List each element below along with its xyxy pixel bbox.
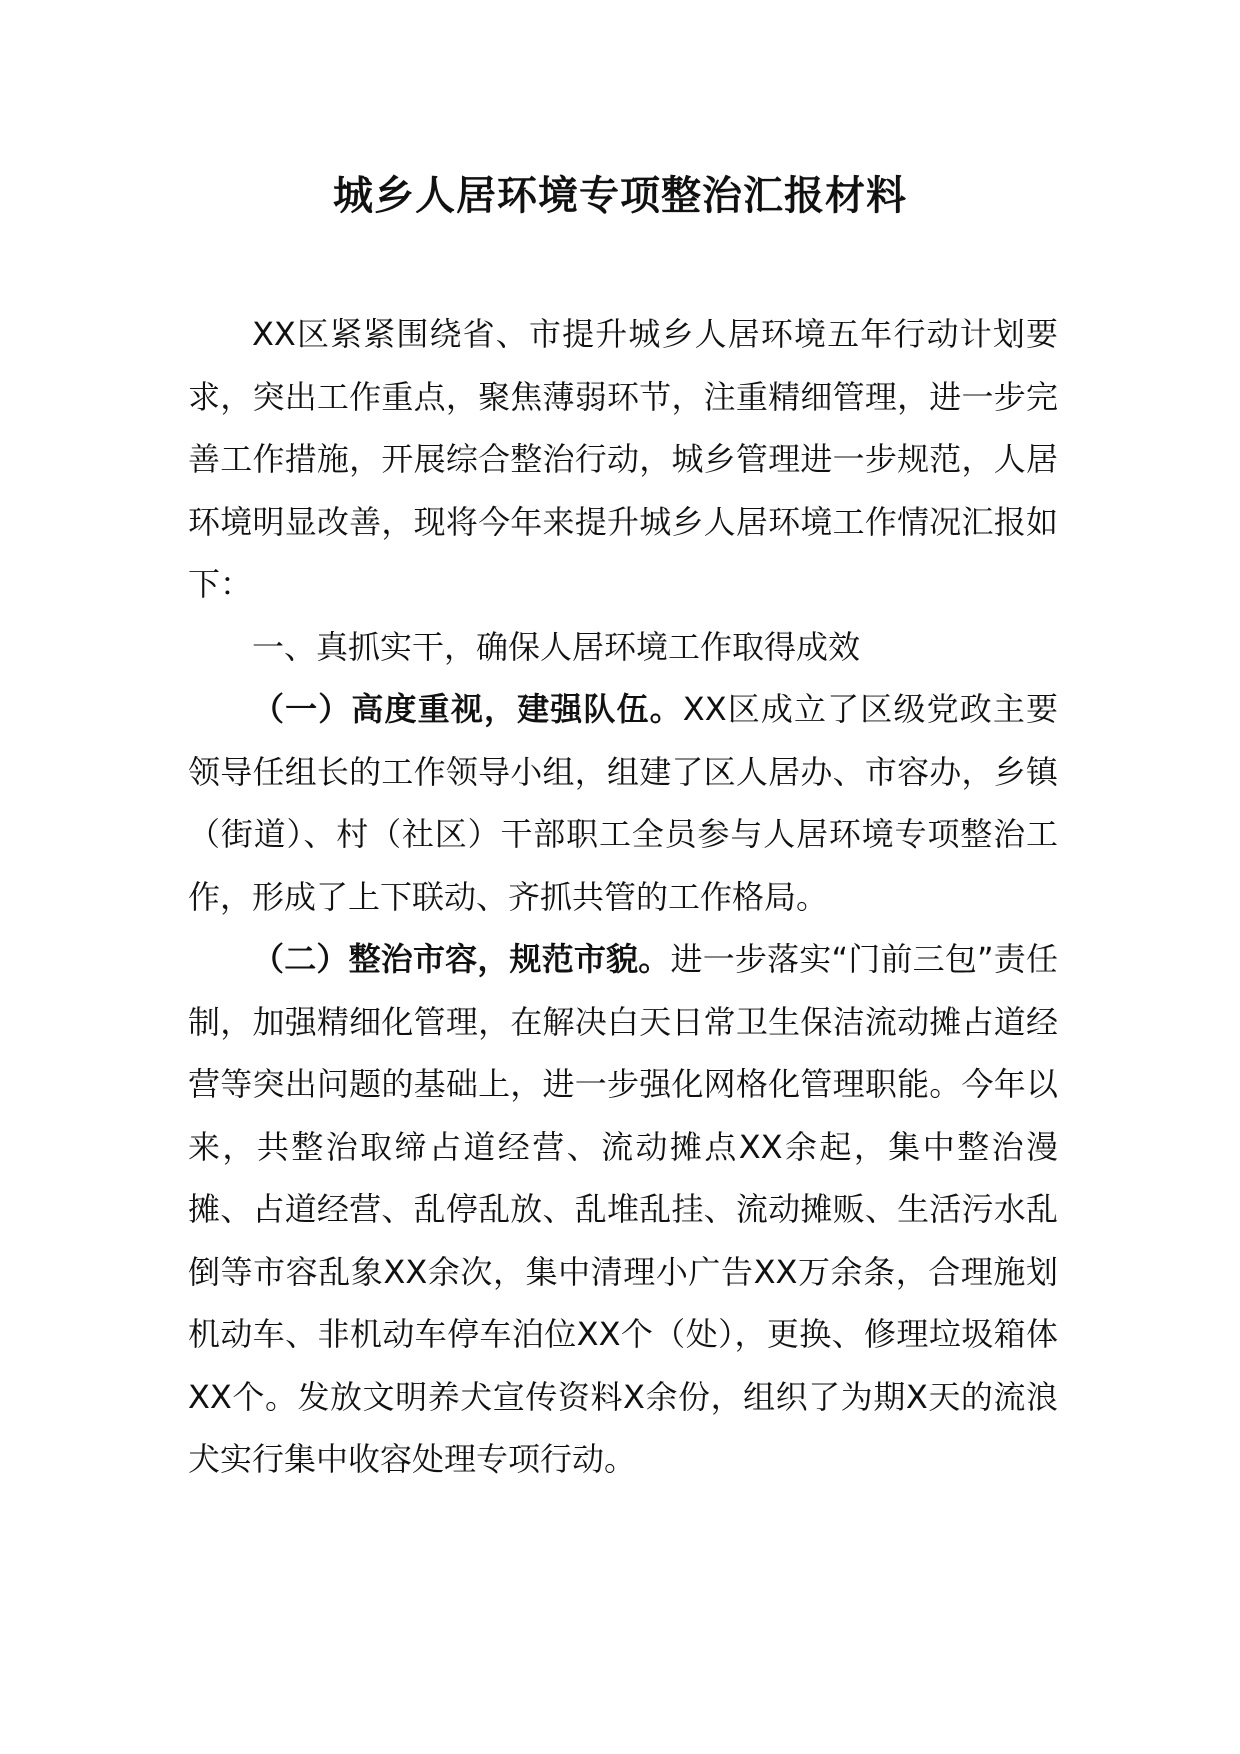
subsection-1-lead: （一）高度重视，建强队伍。 xyxy=(252,690,683,728)
paragraph-subsection-1 xyxy=(188,678,1058,928)
section-heading-1-text: 一、真抓实干，确保人居环境工作取得成效 xyxy=(252,627,861,666)
subsection-1-text: XX区成立了区级党政主要领导任组长的工作领导小组，组建了区人居办、市容办，乡镇（街道）、村（社区）干部职工全员参与人居环境专项整治工作，形成了上下联动、齐抓共管的工作格局。 xyxy=(188,690,1058,916)
subsection-2-lead: （二）整治市容，规范市貌。 xyxy=(252,940,671,978)
subsection-2-text: 进一步落实“门前三包”责任制，加强精细化管理，在解决白天日常卫生保洁流动摊占道经营等突出问题的基础上，进一步强化网格化管理职能。今年以来，共整治取缔占道经营、流动摊点XX余起，集中整治漫摊、占道经营、乱停乱放、乱堆乱挂、流动摊贩、生活污水乱倒等市容乱象XX余次，集中清理小广告XX万余条，合理施划机动车、非机动车停车泊位XX个（处），更换、修理垃圾箱体XX个。发放文明养犬宣传资料X余份，组织了为期X天的流浪犬实行集中收容处理专项行动。 xyxy=(188,940,1058,1478)
paragraph-intro xyxy=(188,303,1058,616)
document-body xyxy=(188,303,1058,1491)
paragraph-subsection-2 xyxy=(188,928,1058,1491)
document-title: 城乡人居环境专项整治汇报材料 xyxy=(333,173,907,219)
paragraph-intro-text: XX区紧紧围绕省、市提升城乡人居环境五年行动计划要求，突出工作重点，聚焦薄弱环节，注重精细管理，进一步完善工作措施，开展综合整治行动，城乡管理进一步规范，人居环境明显改善，现将今年来提升城乡人居环境工作情况汇报如下： xyxy=(188,315,1058,603)
section-heading-1 xyxy=(188,616,1058,679)
